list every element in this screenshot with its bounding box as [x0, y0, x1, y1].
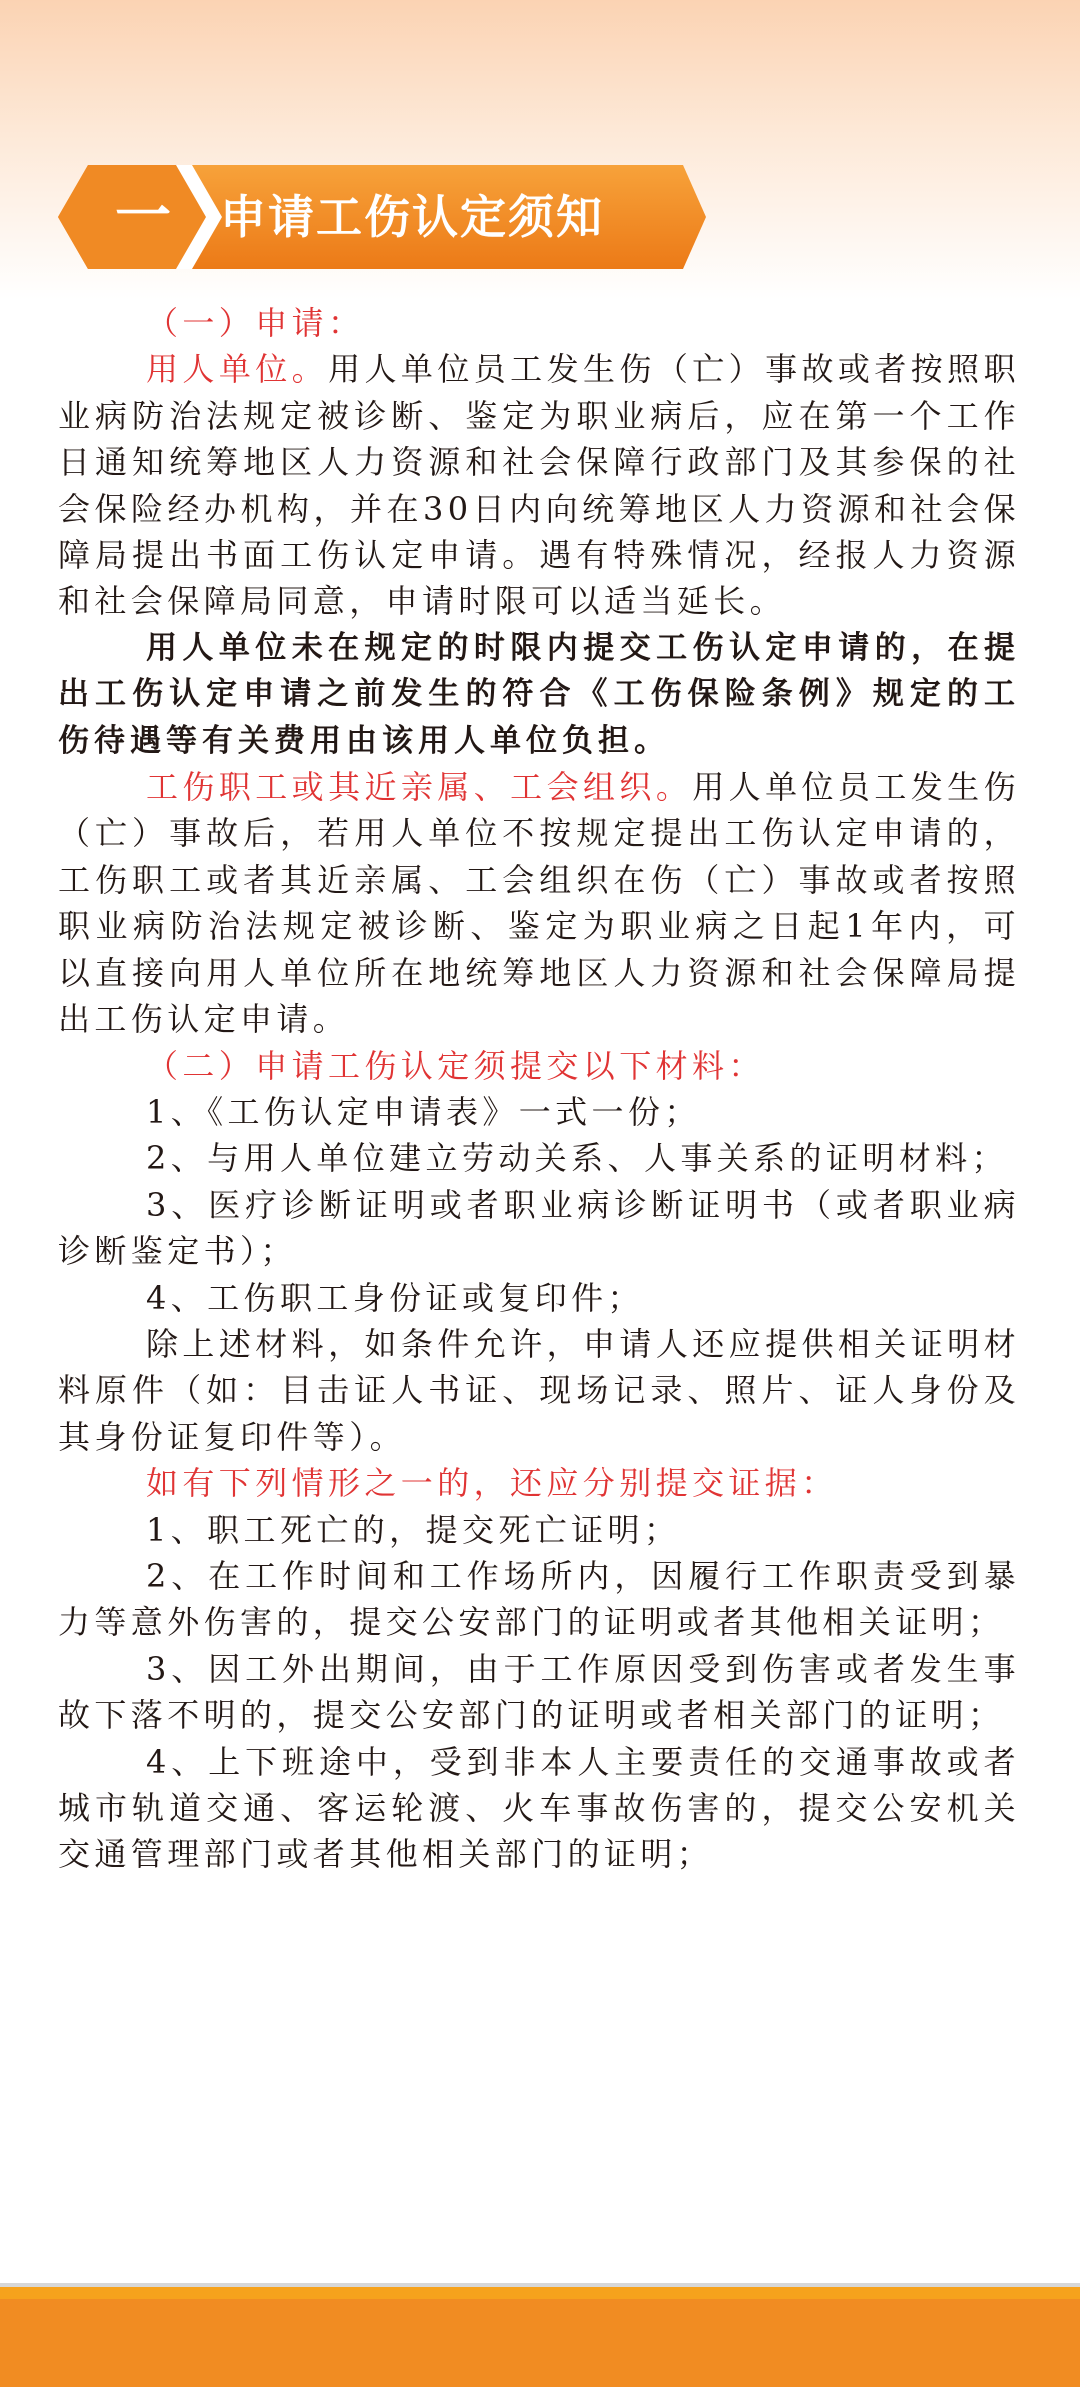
header-title: 申请工伤认定须知: [220, 190, 604, 244]
paragraph-worker-application: [58, 764, 1020, 1042]
header-number: 一: [115, 184, 171, 249]
materials-list-item: 4、工伤职工身份证或复印件；: [146, 1278, 644, 1317]
paragraph-text: 用人单位员工发生伤（亡）事故后，若用人单位不按规定提出工伤认定申请的，工伤职工或者其近亲属、工会组织在伤（亡）事故或者按照职业病防治法规定被诊断、鉴定为职业病之日起1年内，可以直接向用人单位所在地统筹地区人力资源和社会保障局提出工伤认定申请。: [58, 768, 1020, 1039]
paragraph-employer-application: [58, 346, 1020, 624]
document-body: [58, 300, 1020, 1878]
paragraph-lead-employer: 用人单位。: [146, 350, 329, 389]
evidence-list-item: 2、在工作时间和工作场所内，因履行工作职责受到暴力等意外伤害的，提交公安部门的证明或者其他相关证明；: [58, 1556, 1020, 1642]
paragraph-lead-worker: 工伤职工或其近亲属、工会组织。: [146, 768, 693, 807]
section-1-heading: （一）申请：: [146, 304, 365, 342]
materials-extra-paragraph: 除上述材料，如条件允许，申请人还应提供相关证明材料原件（如：目击证人书证、现场记录、照片、证人身份及其身份证复印件等）。: [58, 1324, 1020, 1456]
section-header-banner: [58, 165, 706, 269]
paragraph-text: 用人单位员工发生伤（亡）事故或者按照职业病防治法规定被诊断、鉴定为职业病后，应在第一个工作日通知统筹地区人力资源和社会保障行政部门及其参保的社会保险经办机构，并在30日内向统筹地区人力资源和社会保障局提出书面工伤认定申请。遇有特殊情况，经报人力资源和社会保障局同意，申请时限可以适当延长。: [58, 350, 1020, 621]
footer-orange-band: [0, 2299, 1080, 2387]
evidence-list-item: 3、因工外出期间，由于工作原因受到伤害或者发生事故下落不明的，提交公安部门的证明或者相关部门的证明；: [58, 1649, 1020, 1735]
materials-list-item: 1、《工伤认定申请表》一式一份；: [146, 1092, 701, 1131]
evidence-list-item: 1、职工死亡的，提交死亡证明；: [146, 1510, 681, 1549]
footer-yellow-stripe: [0, 2287, 1080, 2299]
materials-list-item: 2、与用人单位建立劳动关系、人事关系的证明材料；: [146, 1139, 1008, 1178]
section-3-heading: 如有下列情形之一的，还应分别提交证据：: [146, 1464, 838, 1503]
paragraph-employer-liability: 用人单位未在规定的时限内提交工伤认定申请的，在提出工伤认定申请之前发生的符合《工伤保险条例》规定的工伤待遇等有关费用由该用人单位负担。: [58, 629, 1020, 759]
materials-list-item: 3、医疗诊断证明或者职业病诊断证明书（或者职业病诊断鉴定书）；: [58, 1185, 1020, 1271]
evidence-list-item: 4、上下班途中，受到非本人主要责任的交通事故或者城市轨道交通、客运轮渡、火车事故伤害的，提交公安机关交通管理部门或者其他相关部门的证明；: [58, 1742, 1020, 1874]
section-2-heading: （二）申请工伤认定须提交以下材料：: [146, 1046, 765, 1085]
